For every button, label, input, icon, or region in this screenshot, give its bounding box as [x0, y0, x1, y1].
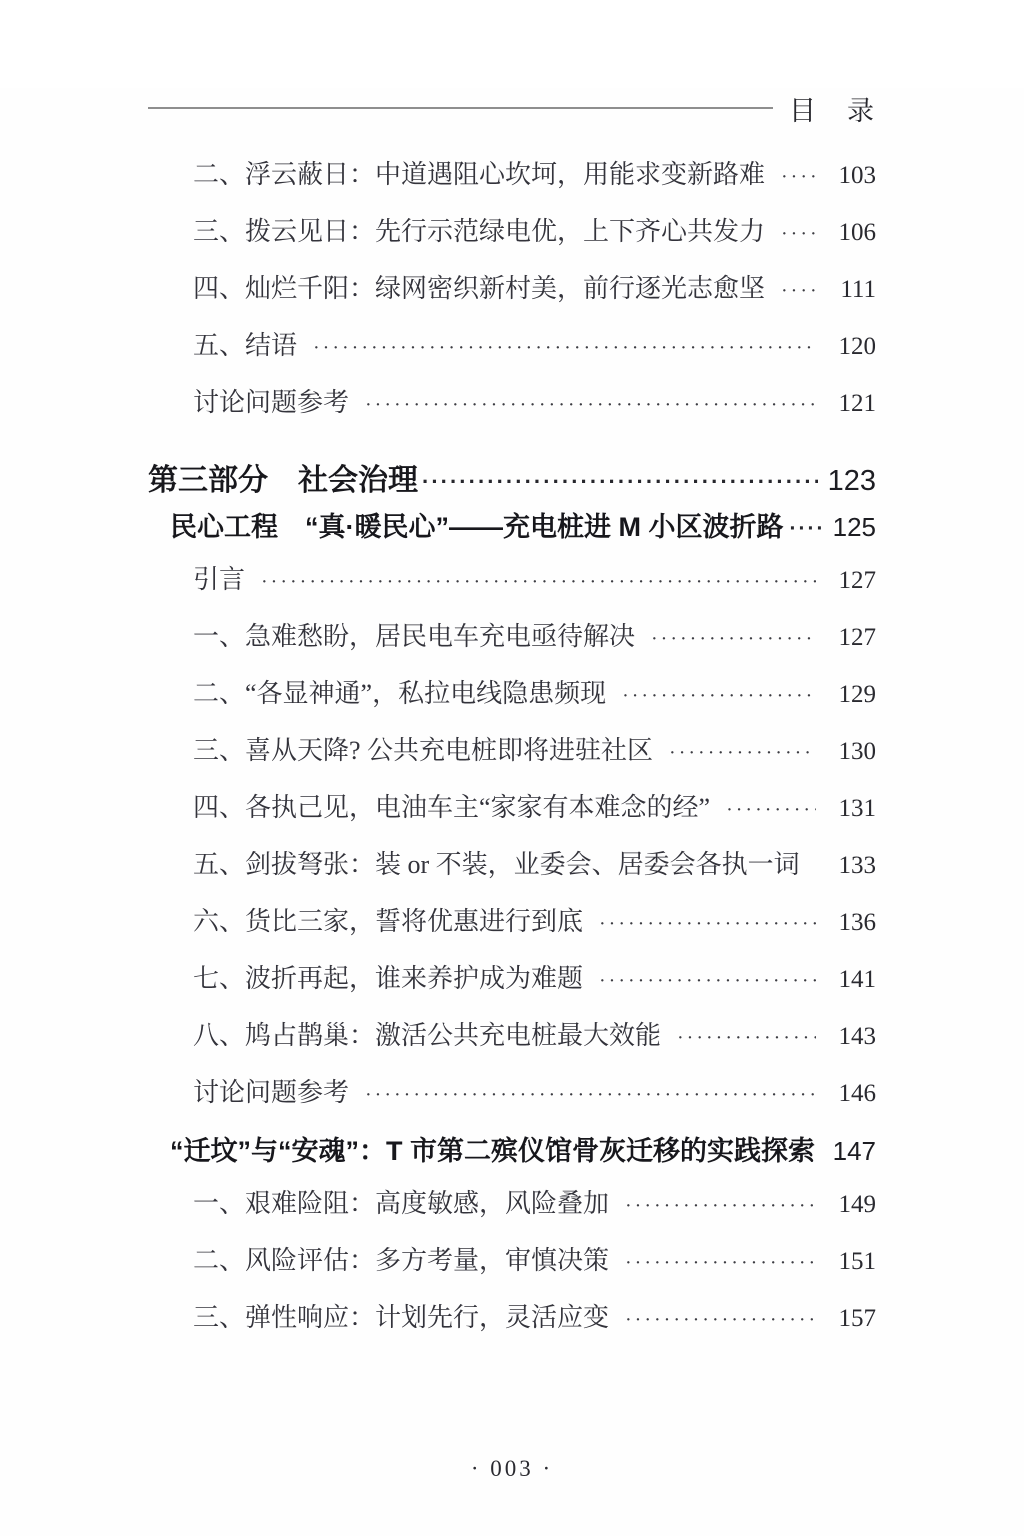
toc-entry-page: 120 — [830, 330, 876, 364]
toc-entry-page: 146 — [830, 1077, 876, 1111]
toc-entry — [148, 905, 876, 940]
toc-entry-page: 151 — [830, 1245, 876, 1279]
dot-leader — [726, 800, 816, 820]
dot-leader — [781, 224, 816, 244]
toc-chapter-heading — [148, 509, 876, 545]
toc-entry-page: 131 — [830, 792, 876, 826]
toc-entry-page: 130 — [830, 735, 876, 769]
toc-entry-title: 三、弹性响应：计划先行，灵活应变 — [193, 1301, 609, 1335]
toc-entry — [148, 848, 876, 883]
toc-chapter-title: “迁坟”与“安魂”：T 市第二殡仪馆骨灰迁移的实践探索 — [170, 1133, 815, 1169]
toc-entry-title: 三、拨云见日：先行示范绿电优，上下齐心共发力 — [193, 215, 765, 249]
footer-page-number: · 003 · — [0, 1456, 1024, 1482]
dot-leader — [651, 629, 816, 649]
toc-entry-title: 二、“各显神通”，私拉电线隐患频现 — [193, 677, 606, 711]
dot-leader — [622, 686, 816, 706]
toc-entry-page: 121 — [830, 387, 876, 421]
toc-entry — [148, 272, 876, 307]
dot-leader — [625, 1253, 816, 1273]
toc-entry-title: 三、喜从天降? 公共充电桩即将进驻社区 — [193, 734, 653, 768]
toc-entry-title: 七、波折再起，谁来养护成为难题 — [193, 962, 583, 996]
toc-entry-page: 111 — [830, 273, 876, 307]
toc-entry-page: 106 — [830, 216, 876, 250]
toc-entry-title: 二、浮云蔽日：中道遇阻心坎坷，用能求变新路难 — [193, 158, 765, 192]
toc-entry-title: 四、灿烂千阳：绿网密织新村美，前行逐光志愈坚 — [193, 272, 765, 306]
dot-leader — [821, 1142, 822, 1163]
toc-entry — [148, 329, 876, 364]
toc-entry — [148, 1301, 876, 1336]
page-header — [148, 88, 876, 128]
dot-leader — [781, 281, 816, 301]
toc-part-title: 第三部分 社会治理 — [148, 461, 418, 501]
table-of-contents — [148, 158, 876, 1336]
toc-entry-page: 143 — [830, 1020, 876, 1054]
toc-entry — [148, 734, 876, 769]
toc-chapter-title: 民心工程 “真·暖民心”——充电桩进 M 小区波折路 — [170, 509, 784, 545]
toc-entry-title: 讨论问题参考 — [193, 386, 349, 420]
dot-leader — [790, 518, 823, 539]
toc-entry-title: 二、风险评估：多方考量，审慎决策 — [193, 1244, 609, 1278]
toc-entry-page: 157 — [830, 1302, 876, 1336]
toc-entry — [148, 620, 876, 655]
toc-entry — [148, 1244, 876, 1279]
toc-entry-page: 133 — [830, 849, 876, 883]
toc-entry — [148, 215, 876, 250]
toc-entry — [148, 563, 876, 598]
dot-leader — [669, 743, 816, 763]
toc-page — [0, 88, 1024, 1536]
dot-leader — [422, 471, 818, 493]
toc-entry — [148, 1019, 876, 1054]
toc-entry-page: 129 — [830, 678, 876, 712]
toc-entry — [148, 158, 876, 193]
dot-leader — [365, 395, 816, 415]
dot-leader — [365, 1085, 816, 1105]
toc-entry-title: 一、急难愁盼，居民电车充电亟待解决 — [193, 620, 635, 654]
dot-leader — [313, 338, 816, 358]
toc-chapter-heading — [148, 1133, 876, 1169]
toc-entry — [148, 677, 876, 712]
toc-entry-title: 讨论问题参考 — [193, 1076, 349, 1110]
header-rule-line — [148, 107, 773, 109]
toc-entry — [148, 1187, 876, 1222]
page-title: 目 录 — [789, 89, 876, 128]
dot-leader — [625, 1196, 816, 1216]
toc-entry-title: 六、货比三家，誓将优惠进行到底 — [193, 905, 583, 939]
toc-entry-title: 八、鸠占鹊巢：激活公共充电桩最大效能 — [193, 1019, 661, 1053]
dot-leader — [599, 971, 816, 991]
toc-entry — [148, 1076, 876, 1111]
toc-chapter-page: 147 — [830, 1133, 876, 1169]
toc-entry — [148, 962, 876, 997]
dot-leader — [625, 1310, 816, 1330]
dot-leader — [261, 572, 816, 592]
dot-leader — [599, 914, 816, 934]
dot-leader — [677, 1028, 816, 1048]
toc-part-heading — [148, 461, 876, 501]
toc-entry — [148, 791, 876, 826]
toc-entry-page: 103 — [830, 159, 876, 193]
toc-entry-page: 149 — [830, 1188, 876, 1222]
toc-entry-page: 136 — [830, 906, 876, 940]
toc-entry-title: 一、艰难险阻：高度敏感，风险叠加 — [193, 1187, 609, 1221]
toc-entry-page: 141 — [830, 963, 876, 997]
toc-entry — [148, 386, 876, 421]
toc-entry-title: 五、结语 — [193, 329, 297, 363]
toc-chapter-page: 125 — [830, 509, 876, 545]
toc-entry-title: 五、剑拔弩张：装 or 不装，业委会、居委会各执一词 — [193, 848, 800, 882]
dot-leader — [781, 167, 816, 187]
toc-entry-page: 127 — [830, 564, 876, 598]
toc-entry-title: 引言 — [193, 563, 245, 597]
toc-part-page: 123 — [828, 461, 876, 501]
toc-entry-title: 四、各执己见，电油车主“家家有本难念的经” — [193, 791, 710, 825]
toc-entry-page: 127 — [830, 621, 876, 655]
